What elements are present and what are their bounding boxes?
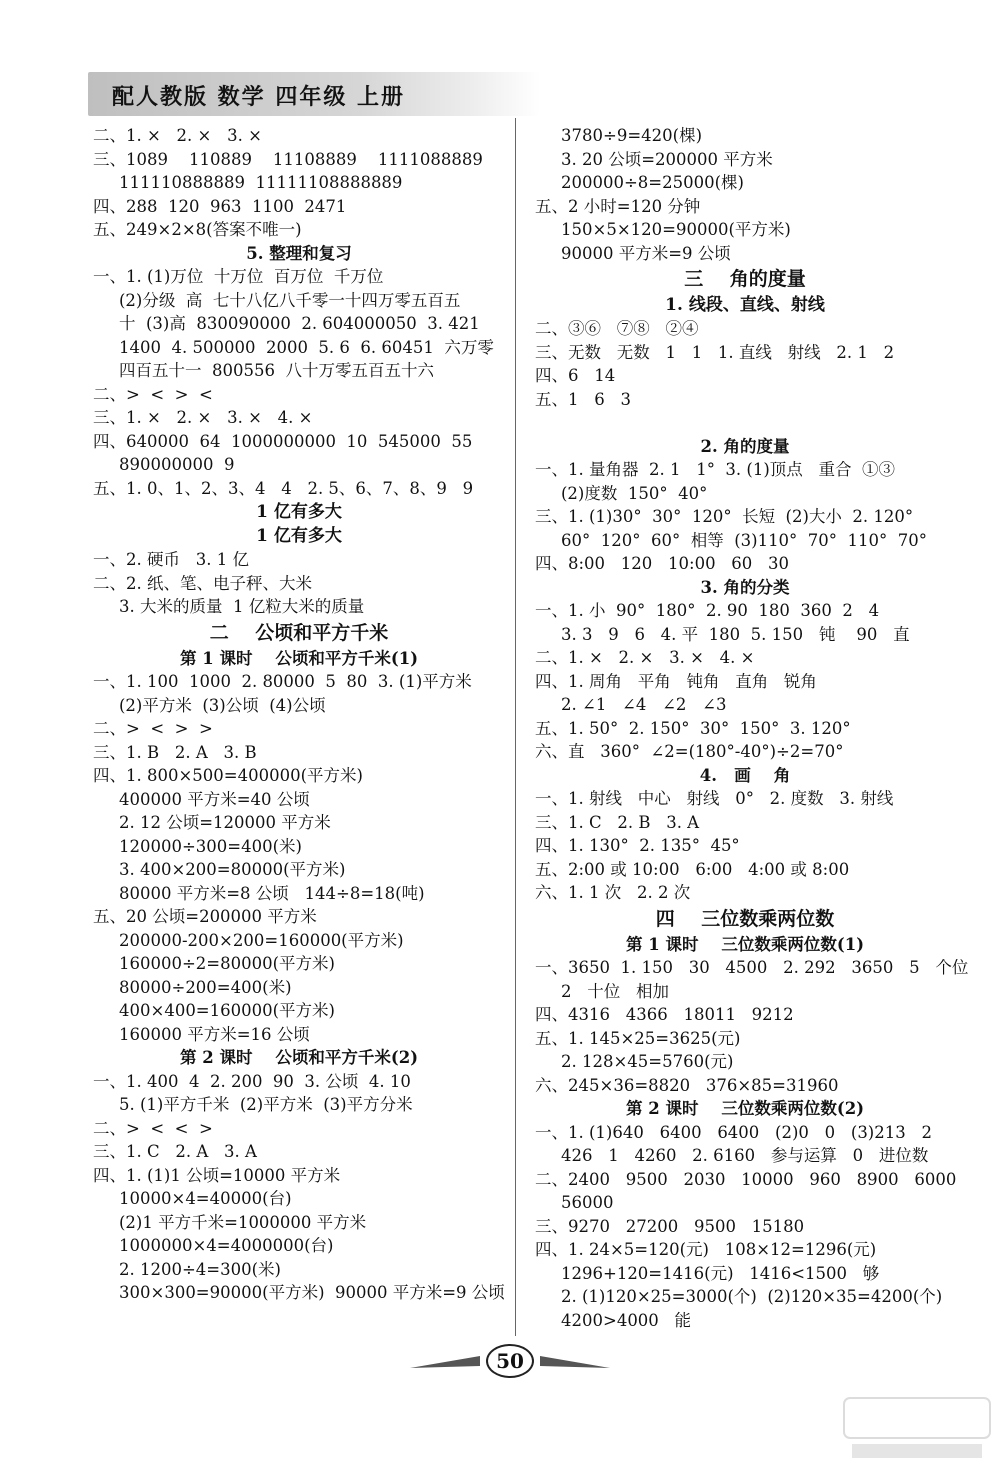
page-number: 50 [486,1344,534,1378]
answer-line: 二、2400 9500 2030 10000 960 8900 6000 [535,1169,957,1189]
answer-line: 90000 平方米=9 公顷 [561,243,731,263]
answer-line: 五、1. 145×25=3625(元) [535,1028,741,1048]
answer-line: 120000÷300=400(米) [119,836,302,856]
answer-line: 890000000 9 [119,455,235,474]
answer-line: 300×300=90000(平方米) 90000 平方米=9 公顷 [119,1283,505,1302]
answer-line: 三、无数 无数 1 1 1. 直线 射线 2. 1 2 [535,342,895,362]
answer-line: 三、1. C 2. B 3. A [535,812,700,832]
section-heading: 四 三位数乘两位数 [655,907,835,930]
answer-line: 六、直 360° ∠2=(180°-40°)÷2=70° [535,742,844,761]
section-heading: 第 1 课时 公顷和平方千米(1) [179,648,419,668]
section-heading: 3. 角的分类 [700,577,790,597]
answer-line: 56000 [561,1193,614,1212]
answer-line: 200000-200×200=160000(平方米) [119,930,404,950]
section-heading: 2. 角的度量 [700,436,790,456]
answer-line: 400000 平方米=40 公顷 [119,789,310,809]
answer-line: 四、1. 周角 平角 钝角 直角 锐角 [535,671,817,691]
answer-line: 2. 12 公顷=120000 平方米 [119,813,331,832]
answer-line: 十 (3)高 830090000 2. 604000050 3. 421 [119,314,480,333]
answer-line: 三、1. × 2. × 3. × 4. × [93,408,313,427]
answer-line: 60° 120° 60° 相等 (3)110° 70° 110° 70° [561,530,928,550]
answer-line: 2 十位 相加 [561,981,669,1001]
answer-line: 三、9270 27200 9500 15180 [535,1216,805,1236]
answer-line: 五、2 小时=120 分钟 [535,196,701,216]
answer-line: 四、640000 64 1000000000 10 545000 55 [93,431,473,451]
section-heading: 1 亿有多大 [256,526,342,546]
answer-line: 160000÷2=80000(平方米) [119,954,335,973]
answer-line [535,411,955,435]
column-divider [515,118,516,1336]
answer-line: 二、2. 纸、笔、电子秤、大米 [93,573,312,593]
answer-line: 四、6 14 [535,366,616,385]
answer-line: 160000 平方米=16 公顷 [119,1024,310,1044]
answer-line: 五、20 公顷=200000 平方米 [93,907,317,926]
section-heading: 第 2 课时 公顷和平方千米(2) [179,1048,419,1067]
answer-line: 4200>4000 能 [561,1310,692,1330]
answer-line: 3. 3 9 6 4. 平 180 5. 150 钝 90 直 [561,624,910,644]
answer-line: 2. 1200÷4=300(米) [119,1259,281,1279]
section-heading: 1. 线段、直线、射线 [665,295,825,315]
answer-line: 400×400=160000(平方米) [119,1001,335,1020]
answer-line: 2. (1)120×25=3000(个) (2)120×35=4200(个) [561,1287,943,1306]
answer-line: 80000 平方米=8 公顷 144÷8=18(吨) [119,883,425,903]
answer-line: 四、4316 4366 18011 9212 [535,1005,794,1024]
answer-line: 三、1. (1)30° 30° 120° 长短 (2)大小 2. 120° [535,507,914,526]
answer-line: 一、3650 1. 150 30 4500 2. 292 3650 5 个位 [535,958,969,977]
answer-line: 5. (1)平方千米 (2)平方米 (3)平方分米 [119,1095,413,1114]
answer-line: 150×5×120=90000(平方米) [561,220,791,239]
answer-line: 一、1. 量角器 2. 1 1° 3. (1)顶点 重合 ①③ [535,460,896,479]
answer-line: 1296+120=1416(元) 1416<1500 够 [561,1263,880,1283]
section-heading: 二 公顷和平方千米 [209,621,389,644]
section-heading: 第 2 课时 三位数乘两位数(2) [625,1099,865,1118]
answer-line: 111110888889 11111108888889 [119,173,403,192]
answer-line: 一、1. 400 4 2. 200 90 3. 公顷 4. 10 [93,1071,411,1091]
answer-line: 200000÷8=25000(棵) [561,173,744,192]
section-heading: 1 亿有多大 [256,502,342,522]
answer-line: 3. 20 公顷=200000 平方米 [561,149,773,169]
answer-line: 1400 4. 500000 2000 5. 6 6. 60451 六万零 [119,337,494,357]
answer-line: 三、1. B 2. A 3. B [93,742,257,762]
answer-line: (2)平方米 (3)公顷 (4)公顷 [119,695,326,715]
watermark-logo [842,1394,992,1464]
answer-line: 三、1089 110889 11108889 1111088889 [93,149,483,169]
left-column [93,124,505,1305]
answer-line: 二、> < < > [93,1118,213,1138]
answer-line: 五、249×2×8(答案不唯一) [93,220,302,239]
answer-line: 五、1. 50° 2. 150° 30° 150° 3. 120° [535,718,851,738]
section-heading: 三 角的度量 [684,268,806,290]
answer-line: 四百五十一 800556 八十万零五百五十六 [119,361,434,380]
answer-line: 3. 400×200=80000(平方米) [119,860,346,879]
answer-line: (2)1 平方千米=1000000 平方米 [119,1212,367,1232]
answer-line: 一、1. (1)万位 十万位 百万位 千万位 [93,267,384,286]
answer-line: 426 1 4260 2. 6160 参与运算 0 进位数 [561,1146,929,1165]
answer-line: 2. ∠1 ∠4 ∠2 ∠3 [561,695,727,714]
answer-line: 一、1. 小 90° 180° 2. 90 180 360 2 4 [535,601,880,620]
answer-line: 3780÷9=420(棵) [561,126,703,145]
answer-line: 六、245×36=8820 376×85=31960 [535,1075,839,1095]
answer-line: 3. 大米的质量 1 亿粒大米的质量 [119,597,365,616]
answer-line: 四、1. 800×500=400000(平方米) [93,766,363,785]
answer-line: 四、1. (1)1 公顷=10000 平方米 [93,1165,341,1185]
answer-line: 一、2. 硬币 3. 1 亿 [93,550,249,569]
answer-line: 2. 128×45=5760(元) [561,1052,734,1071]
answer-line: 1000000×4=4000000(台) [119,1236,334,1255]
answer-line: 一、1. 射线 中心 射线 0° 2. 度数 3. 射线 [535,789,894,808]
answer-line: (2)分级 高 七十八亿八千零一十四万零五百五 [119,290,461,310]
answer-line: 四、288 120 963 1100 2471 [93,196,347,216]
header-title: 配人教版 数学 四年级 上册 [112,84,405,110]
answer-line: 10000×4=40000(台) [119,1189,292,1208]
answer-line: 80000÷200=400(米) [119,977,292,997]
answer-line: 四、1. 24×5=120(元) 108×12=1296(元) [535,1240,877,1259]
answer-line: 一、1. (1)640 6400 6400 (2)0 0 (3)213 2 [535,1122,932,1142]
answer-line: 六、1. 1 次 2. 2 次 [535,883,691,902]
section-heading: 第 1 课时 三位数乘两位数(1) [625,934,865,954]
answer-line: 一、1. 100 1000 2. 80000 5 80 3. (1)平方米 [93,672,472,691]
answer-line: 三、1. C 2. A 3. A [93,1142,257,1161]
answer-line: 二、> < > > [93,719,213,738]
answer-line: 四、1. 130° 2. 135° 45° [535,836,740,855]
right-column [535,124,969,1332]
answer-line: 二、> < > < [93,384,213,404]
answer-line: 二、1. × 2. × 3. × [93,126,262,145]
answer-line: 二、1. × 2. × 3. × 4. × [535,648,755,667]
answer-line: 五、1. 0、1、2、3、4 4 2. 5、6、7、8、9 9 [93,478,474,498]
answer-line: 四、8:00 120 10:00 60 30 [535,554,790,573]
answer-line: 五、1 6 3 [535,389,631,409]
answer-line: 二、③⑥ ⑦⑧ ②④ [535,319,699,338]
answer-line: (2)度数 150° 40° [561,483,708,503]
answer-line: 五、2:00 或 10:00 6:00 4:00 或 8:00 [535,859,850,879]
section-heading: 5. 整理和复习 [246,243,352,263]
section-heading: 4. 画 角 [699,765,791,785]
